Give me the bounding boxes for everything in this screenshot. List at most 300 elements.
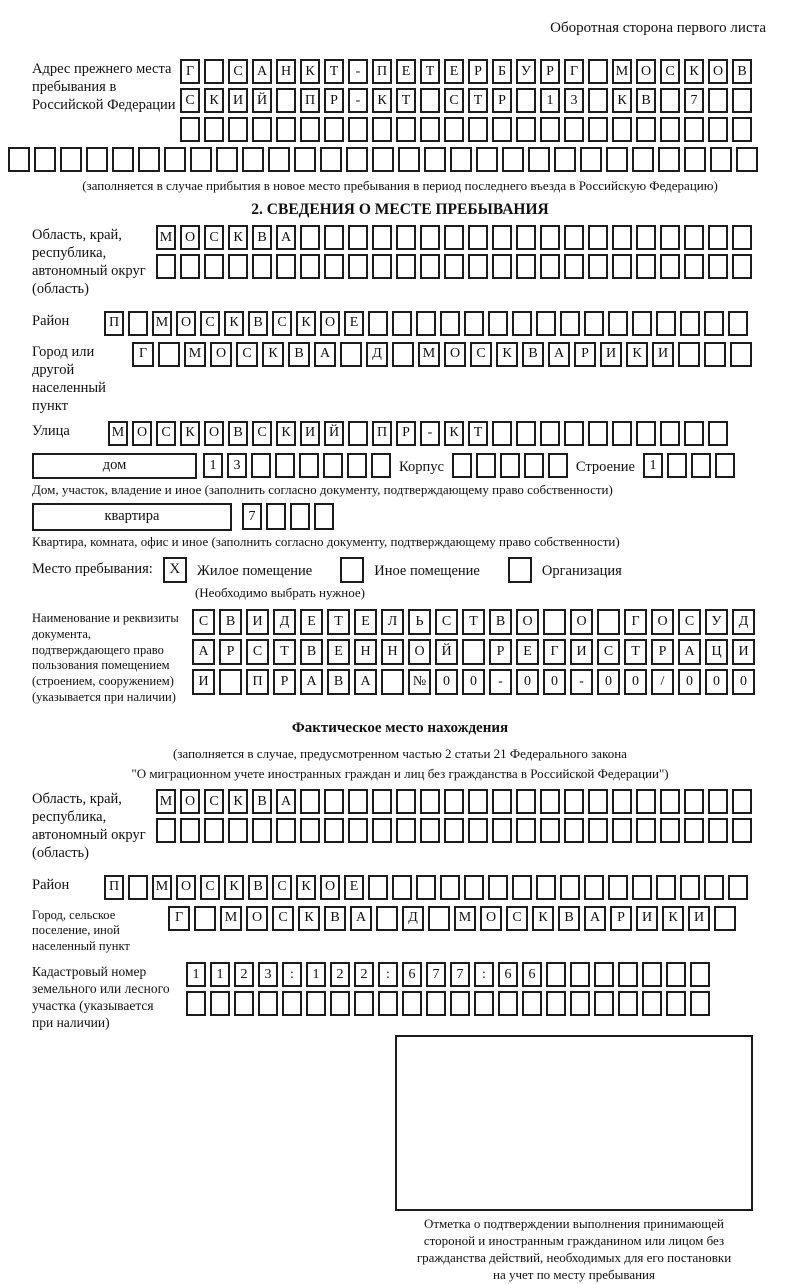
char-cell <box>416 875 436 900</box>
cadastre-row-2 <box>186 991 710 1016</box>
char-cell: И <box>570 639 593 665</box>
char-cell: 0 <box>516 669 539 695</box>
char-cell: Т <box>624 639 647 665</box>
char-cell <box>642 962 662 987</box>
char-cell <box>468 225 488 250</box>
char-cell <box>540 254 560 279</box>
apartment-note: Квартира, комната, офис и иное (заполнить согласно документу, подтверждающему право собственности) <box>32 533 620 549</box>
char-cell <box>564 421 584 446</box>
stay-type-label: Место пребывания: <box>32 561 153 578</box>
char-cell: Р <box>324 88 344 113</box>
char-cell: В <box>732 59 752 84</box>
char-cell <box>516 117 536 142</box>
apartment-number-row <box>242 503 334 530</box>
char-cell <box>348 421 368 446</box>
char-cell <box>420 818 440 843</box>
char-cell <box>492 421 512 446</box>
char-cell: И <box>688 906 710 931</box>
char-cell <box>368 875 388 900</box>
char-cell: К <box>496 342 518 367</box>
document-grid <box>192 609 755 699</box>
char-cell <box>684 117 704 142</box>
char-cell: В <box>489 609 512 635</box>
char-cell: М <box>156 225 176 250</box>
char-cell <box>636 254 656 279</box>
char-cell <box>502 147 524 172</box>
char-cell <box>732 117 752 142</box>
char-cell <box>396 254 416 279</box>
char-cell <box>268 147 290 172</box>
char-cell: С <box>246 639 269 665</box>
char-cell <box>300 818 320 843</box>
char-cell: А <box>300 669 323 695</box>
char-cell: Л <box>381 609 404 635</box>
char-cell <box>536 311 556 336</box>
char-cell <box>468 254 488 279</box>
char-cell <box>691 453 711 478</box>
char-cell: С <box>156 421 176 446</box>
char-cell <box>516 254 536 279</box>
char-cell: Р <box>651 639 674 665</box>
char-cell <box>464 311 484 336</box>
char-cell: С <box>228 59 248 84</box>
char-cell <box>282 991 302 1016</box>
char-cell <box>324 225 344 250</box>
char-cell <box>420 117 440 142</box>
char-cell: И <box>636 906 658 931</box>
stay-option-inoe-label: Иное помещение <box>374 562 480 579</box>
char-cell <box>516 818 536 843</box>
char-cell <box>560 875 580 900</box>
char-cell: Р <box>574 342 596 367</box>
char-cell <box>667 453 687 478</box>
char-cell <box>728 311 748 336</box>
char-cell: Т <box>462 609 485 635</box>
document-label: Наименование и реквизиты документа, подтверждающего право пользования помещением (строением, сооружением) (указывается при наличии) <box>32 610 179 705</box>
char-cell <box>736 147 758 172</box>
char-cell: Г <box>168 906 190 931</box>
actual-region-row-2 <box>156 818 752 843</box>
char-cell <box>704 311 724 336</box>
char-cell <box>252 254 272 279</box>
char-cell: В <box>636 88 656 113</box>
char-cell: Т <box>420 59 440 84</box>
char-cell: О <box>180 225 200 250</box>
page-side-note: Оборотная сторона первого листа <box>550 20 766 36</box>
char-cell <box>462 639 485 665</box>
char-cell <box>156 818 176 843</box>
actual-region-row-1 <box>156 789 752 814</box>
char-cell: О <box>570 609 593 635</box>
char-cell <box>204 254 224 279</box>
char-cell <box>606 147 628 172</box>
char-cell <box>660 254 680 279</box>
char-cell: Г <box>132 342 154 367</box>
char-cell: Р <box>610 906 632 931</box>
char-cell: С <box>272 311 292 336</box>
actual-location-note-2: "О миграционном учете иностранных граждан и лиц без гражданства в Российской Федерации") <box>131 766 669 781</box>
char-cell <box>444 117 464 142</box>
char-cell <box>488 311 508 336</box>
char-cell <box>554 147 576 172</box>
char-cell: С <box>272 875 292 900</box>
stay-type-block <box>32 557 800 583</box>
char-cell: С <box>660 59 680 84</box>
char-cell <box>492 225 512 250</box>
char-cell <box>588 254 608 279</box>
section2-title: 2. СВЕДЕНИЯ О МЕСТЕ ПРЕБЫВАНИЯ <box>251 201 549 218</box>
char-cell <box>440 311 460 336</box>
char-cell <box>492 254 512 279</box>
char-cell <box>468 818 488 843</box>
char-cell <box>546 962 566 987</box>
char-cell: К <box>262 342 284 367</box>
char-cell <box>684 147 706 172</box>
char-cell <box>560 311 580 336</box>
char-cell <box>330 991 350 1016</box>
char-cell <box>492 818 512 843</box>
char-cell: Й <box>252 88 272 113</box>
korpus-row <box>452 453 568 478</box>
char-cell <box>656 875 676 900</box>
char-cell <box>396 818 416 843</box>
char-cell <box>420 225 440 250</box>
char-cell <box>450 147 472 172</box>
stroenie-label: Строение <box>575 459 635 476</box>
street-block <box>32 421 800 446</box>
char-cell <box>372 254 392 279</box>
char-cell <box>204 59 224 84</box>
char-cell <box>570 991 590 1016</box>
char-cell: М <box>220 906 242 931</box>
checkbox-zhiloe-pomeshchenie: X <box>163 557 187 583</box>
char-cell <box>636 789 656 814</box>
char-cell: - <box>348 88 368 113</box>
region-block <box>32 225 800 299</box>
char-cell: О <box>651 609 674 635</box>
char-cell: И <box>600 342 622 367</box>
char-cell <box>180 818 200 843</box>
char-cell <box>368 311 388 336</box>
char-cell <box>524 453 544 478</box>
char-cell <box>186 991 206 1016</box>
char-cell <box>656 311 676 336</box>
city-block <box>32 342 800 416</box>
char-cell: К <box>626 342 648 367</box>
city-row <box>132 342 752 367</box>
char-cell <box>678 342 700 367</box>
char-cell: М <box>454 906 476 931</box>
prev-address-row-4 <box>8 147 800 172</box>
char-cell: Ц <box>705 639 728 665</box>
actual-district-label: Район <box>32 876 70 893</box>
char-cell <box>194 906 216 931</box>
char-cell <box>347 453 367 478</box>
char-cell: 0 <box>678 669 701 695</box>
char-cell: С <box>236 342 258 367</box>
char-cell <box>660 88 680 113</box>
char-cell <box>372 225 392 250</box>
char-cell: А <box>548 342 570 367</box>
region-row-1 <box>156 225 752 250</box>
prev-address-row-1 <box>180 59 752 84</box>
char-cell <box>632 311 652 336</box>
char-cell: П <box>104 311 124 336</box>
char-cell: А <box>350 906 372 931</box>
char-cell <box>680 311 700 336</box>
char-cell: 2 <box>354 962 374 987</box>
char-cell <box>276 818 296 843</box>
char-cell <box>588 818 608 843</box>
char-cell: М <box>184 342 206 367</box>
char-cell <box>618 991 638 1016</box>
char-cell: В <box>324 906 346 931</box>
char-cell: 0 <box>462 669 485 695</box>
stay-option-zhiloe-label: Жилое помещение <box>196 562 313 579</box>
char-cell <box>684 789 704 814</box>
char-cell <box>588 88 608 113</box>
document-row-1 <box>192 609 755 635</box>
char-cell: Д <box>366 342 388 367</box>
char-cell <box>546 991 566 1016</box>
char-cell: 7 <box>426 962 446 987</box>
char-cell <box>452 453 472 478</box>
char-cell: К <box>532 906 554 931</box>
char-cell: Т <box>468 421 488 446</box>
char-cell <box>612 225 632 250</box>
char-cell <box>612 421 632 446</box>
char-cell: А <box>584 906 606 931</box>
char-cell <box>346 147 368 172</box>
actual-city-row <box>168 906 736 931</box>
stamp-note-line: гражданства действий, необходимых для его постановки <box>416 1250 732 1266</box>
street-label: Улица <box>32 422 70 439</box>
char-cell: А <box>314 342 336 367</box>
char-cell: Т <box>327 609 350 635</box>
char-cell <box>444 225 464 250</box>
cadastre-label: Кадастровый номер земельного или лесного участка (указывается при наличии) <box>32 964 170 1030</box>
char-cell <box>708 818 728 843</box>
char-cell <box>372 789 392 814</box>
char-cell <box>128 311 148 336</box>
char-cell <box>512 875 532 900</box>
char-cell <box>540 818 560 843</box>
city-label: Город или другой населенный пункт <box>32 343 106 414</box>
char-cell <box>300 225 320 250</box>
prev-address-grid <box>180 59 752 146</box>
char-cell: Р <box>489 639 512 665</box>
char-cell: О <box>176 875 196 900</box>
char-cell <box>252 117 272 142</box>
char-cell <box>540 225 560 250</box>
char-cell <box>680 875 700 900</box>
char-cell: 0 <box>624 669 647 695</box>
char-cell <box>666 962 686 987</box>
char-cell: В <box>327 669 350 695</box>
char-cell: Т <box>324 59 344 84</box>
char-cell <box>660 818 680 843</box>
char-cell <box>204 117 224 142</box>
char-cell: О <box>210 342 232 367</box>
char-cell: С <box>597 639 620 665</box>
char-cell: 1 <box>186 962 206 987</box>
char-cell <box>396 117 416 142</box>
char-cell: С <box>252 421 272 446</box>
char-cell <box>612 789 632 814</box>
char-cell <box>732 254 752 279</box>
char-cell <box>372 147 394 172</box>
char-cell <box>323 453 343 478</box>
char-cell: В <box>522 342 544 367</box>
char-cell <box>732 818 752 843</box>
char-cell <box>636 117 656 142</box>
char-cell: Е <box>327 639 350 665</box>
district-label: Район <box>32 312 70 329</box>
char-cell <box>704 342 726 367</box>
char-cell <box>540 789 560 814</box>
char-cell <box>468 789 488 814</box>
char-cell <box>8 147 30 172</box>
char-cell: М <box>612 59 632 84</box>
char-cell: Д <box>732 609 755 635</box>
house-block <box>32 453 800 479</box>
char-cell: О <box>516 609 539 635</box>
char-cell <box>372 117 392 142</box>
char-cell <box>588 225 608 250</box>
char-cell <box>548 453 568 478</box>
char-cell <box>180 254 200 279</box>
char-cell <box>290 503 310 530</box>
char-cell <box>300 254 320 279</box>
char-cell <box>584 875 604 900</box>
char-cell: Г <box>564 59 584 84</box>
char-cell: Р <box>273 669 296 695</box>
char-cell <box>426 991 446 1016</box>
char-cell: А <box>276 789 296 814</box>
char-cell <box>378 991 398 1016</box>
stamp-note <box>358 1216 790 1284</box>
char-cell: Й <box>435 639 458 665</box>
char-cell: Н <box>276 59 296 84</box>
char-cell: 3 <box>564 88 584 113</box>
char-cell <box>660 789 680 814</box>
char-cell: Р <box>492 88 512 113</box>
checkbox-inoe-pomeshchenie <box>340 557 364 583</box>
char-cell: П <box>372 59 392 84</box>
char-cell: М <box>156 789 176 814</box>
actual-city-label: Город, сельское поселение, иной населенный пункт <box>32 907 130 953</box>
char-cell <box>402 991 422 1016</box>
char-cell <box>690 991 710 1016</box>
char-cell <box>540 421 560 446</box>
char-cell <box>564 254 584 279</box>
char-cell: : <box>282 962 302 987</box>
char-cell <box>468 117 488 142</box>
char-cell: К <box>300 59 320 84</box>
char-cell: 7 <box>684 88 704 113</box>
char-cell <box>708 789 728 814</box>
apartment-box: квартира <box>32 503 232 531</box>
char-cell: О <box>176 311 196 336</box>
char-cell <box>516 88 536 113</box>
district-row <box>104 311 748 336</box>
char-cell <box>492 789 512 814</box>
char-cell: 2 <box>330 962 350 987</box>
char-cell <box>543 609 566 635</box>
stamp-box <box>395 1035 753 1211</box>
char-cell <box>660 117 680 142</box>
char-cell <box>210 991 230 1016</box>
char-cell: С <box>204 225 224 250</box>
char-cell <box>690 962 710 987</box>
prev-address-block <box>32 59 800 146</box>
char-cell <box>708 421 728 446</box>
char-cell <box>516 225 536 250</box>
char-cell <box>588 421 608 446</box>
char-cell <box>708 254 728 279</box>
char-cell: О <box>180 789 200 814</box>
char-cell: А <box>252 59 272 84</box>
char-cell: И <box>300 421 320 446</box>
char-cell <box>228 254 248 279</box>
char-cell <box>204 818 224 843</box>
char-cell <box>500 453 520 478</box>
char-cell: О <box>444 342 466 367</box>
house-number-row <box>203 453 391 478</box>
char-cell: Т <box>396 88 416 113</box>
char-cell <box>684 421 704 446</box>
char-cell <box>540 117 560 142</box>
char-cell <box>299 453 319 478</box>
char-cell: Н <box>381 639 404 665</box>
cadastre-row-1 <box>186 962 710 987</box>
char-cell: 1 <box>210 962 230 987</box>
char-cell <box>372 818 392 843</box>
char-cell: С <box>678 609 701 635</box>
char-cell <box>512 311 532 336</box>
char-cell: К <box>276 421 296 446</box>
actual-location-title: Фактическое место нахождения <box>291 720 509 736</box>
char-cell <box>324 818 344 843</box>
char-cell <box>275 453 295 478</box>
char-cell: Р <box>396 421 416 446</box>
char-cell: К <box>662 906 684 931</box>
char-cell: С <box>200 875 220 900</box>
prev-address-note: (заполняется в случае прибытия в новое место пребывания в период последнего въезда в Российскую Федерацию) <box>82 178 718 193</box>
char-cell: Г <box>624 609 647 635</box>
char-cell <box>732 88 752 113</box>
char-cell <box>314 503 334 530</box>
char-cell <box>348 225 368 250</box>
char-cell: К <box>228 225 248 250</box>
checkbox-organizaciya <box>508 557 532 583</box>
char-cell: 0 <box>732 669 755 695</box>
char-cell <box>300 789 320 814</box>
char-cell: 6 <box>522 962 542 987</box>
stamp-note-line: Отметка о подтверждении выполнения принимающей <box>423 1216 725 1232</box>
char-cell: В <box>252 225 272 250</box>
char-cell <box>564 117 584 142</box>
char-cell: К <box>224 875 244 900</box>
char-cell <box>732 789 752 814</box>
char-cell: В <box>219 609 242 635</box>
char-cell <box>570 962 590 987</box>
char-cell: Р <box>540 59 560 84</box>
char-cell <box>444 254 464 279</box>
char-cell <box>588 59 608 84</box>
char-cell: К <box>204 88 224 113</box>
char-cell: И <box>732 639 755 665</box>
